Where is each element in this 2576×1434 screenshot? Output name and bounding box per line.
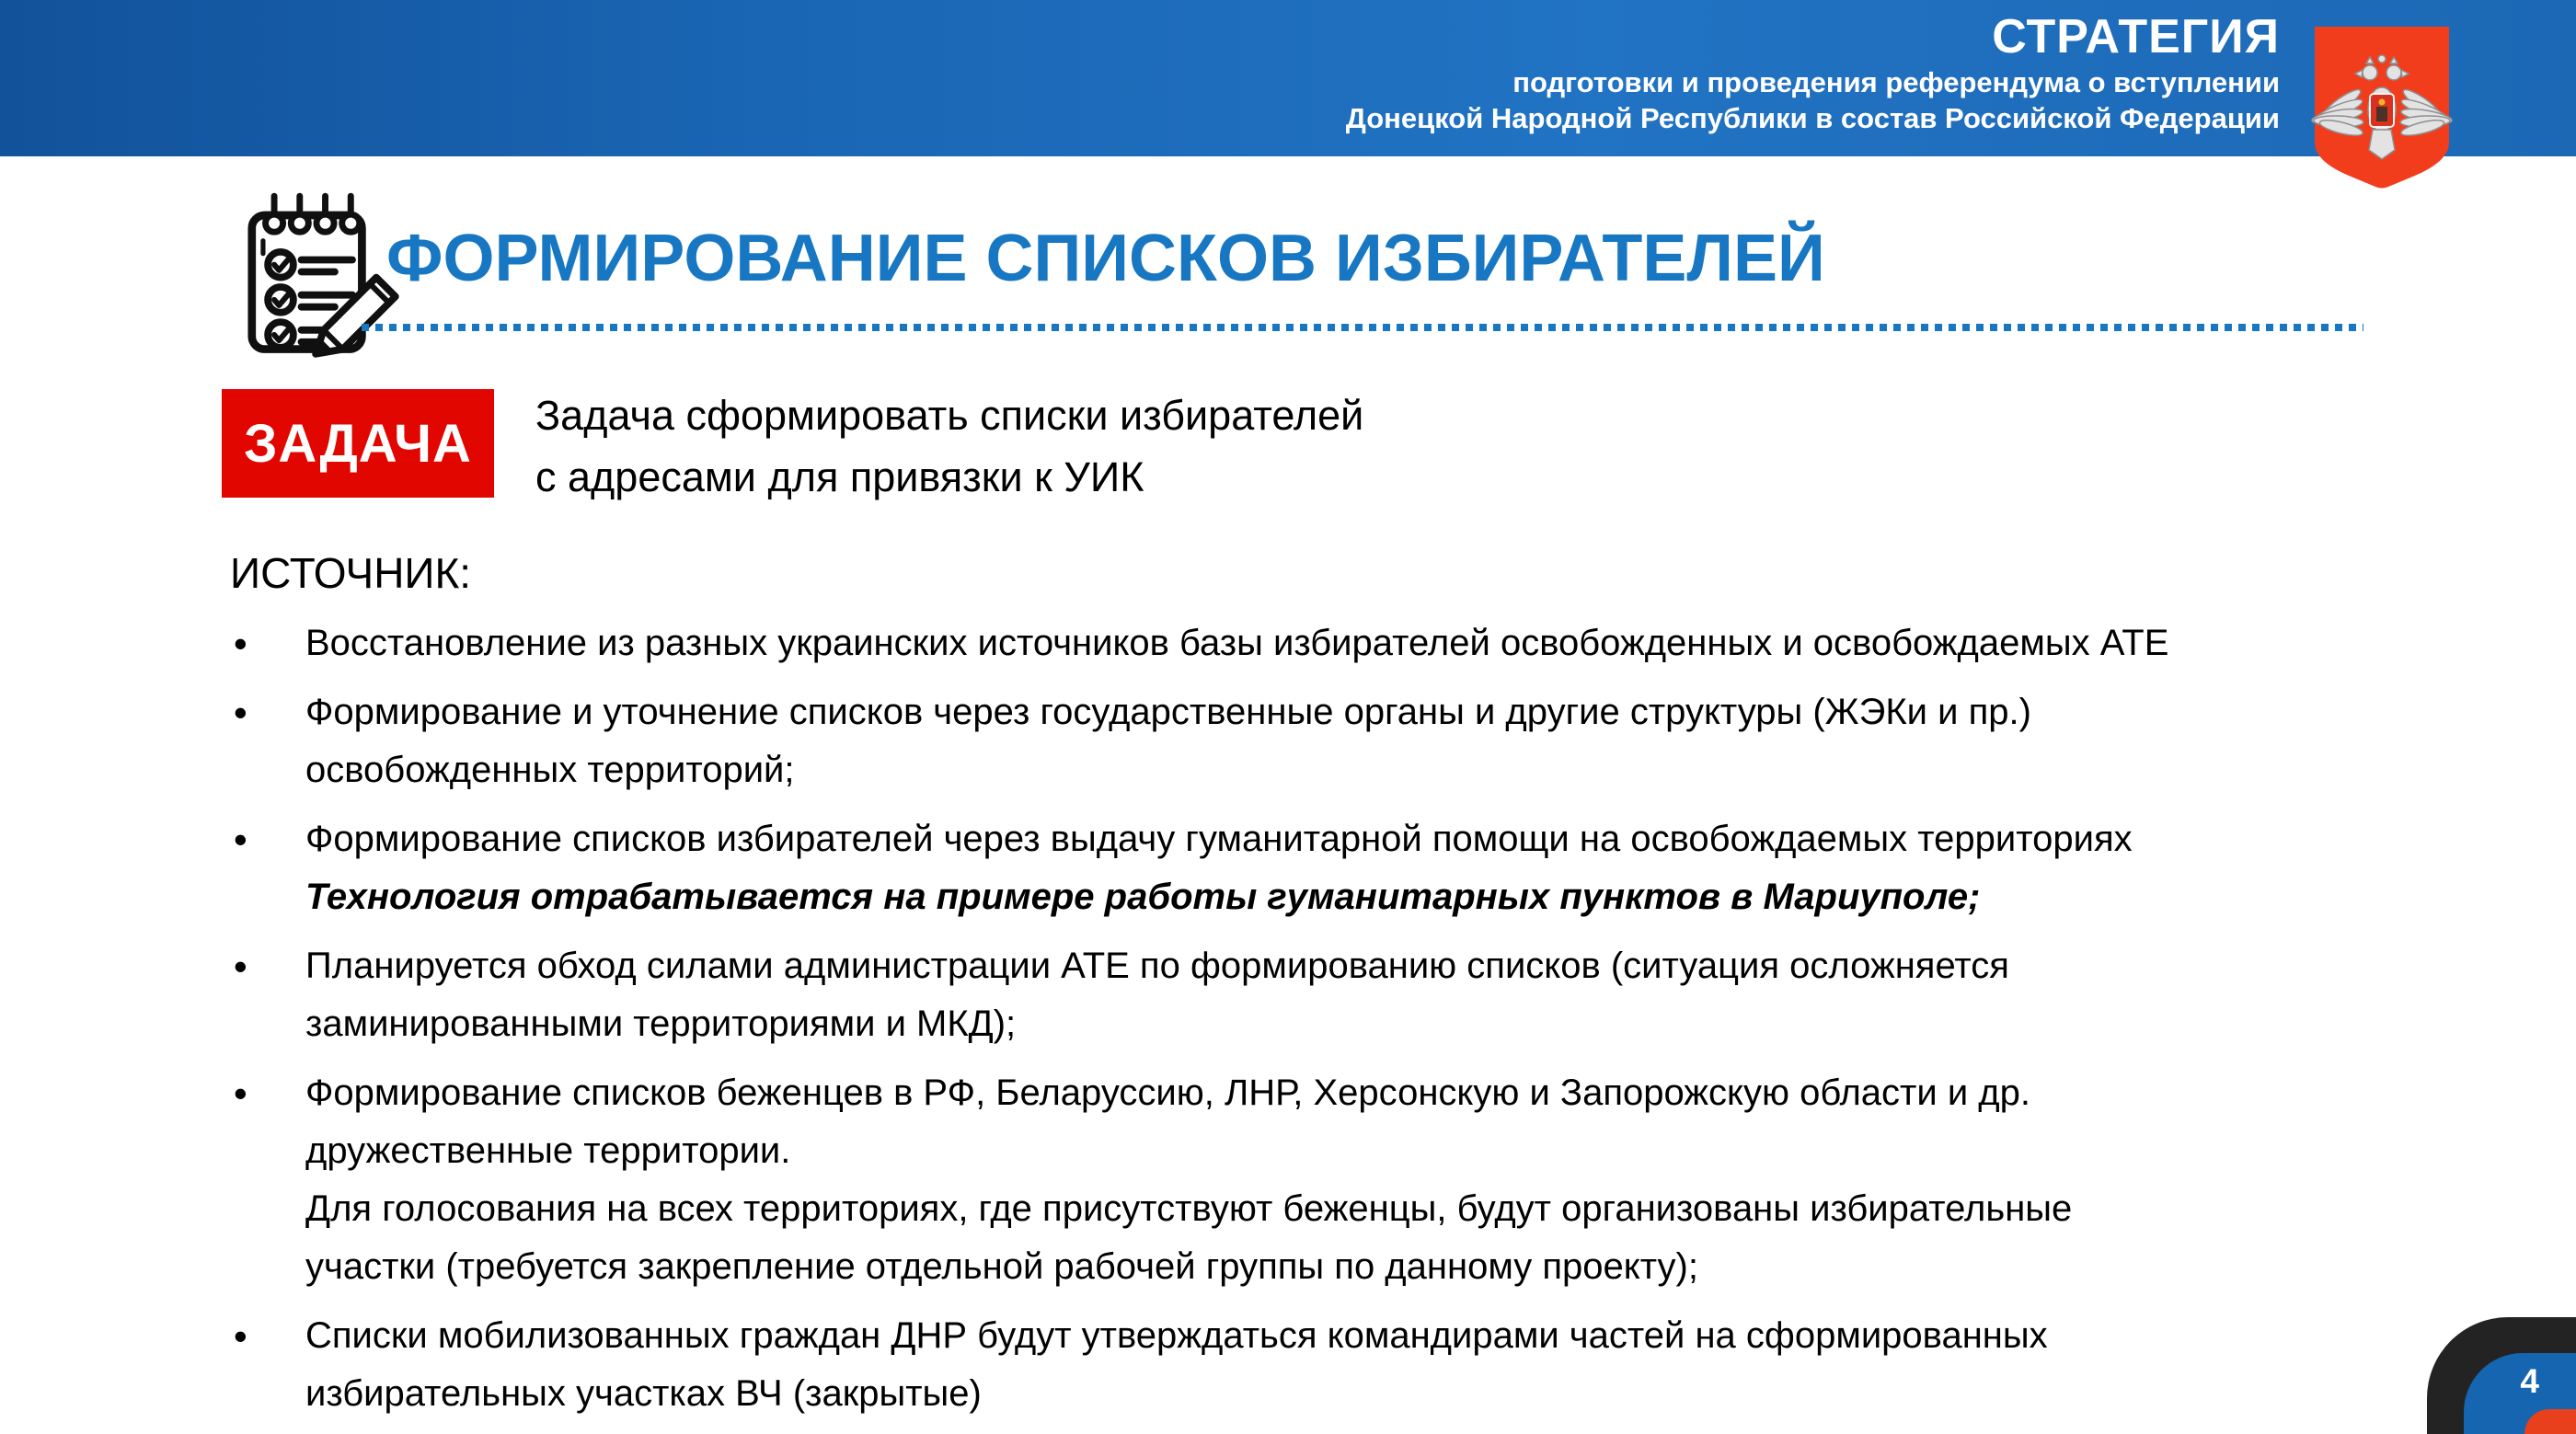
corner-decoration bbox=[2392, 1287, 2576, 1434]
bullet-line: Списки мобилизованных граждан ДНР будут утверждаться командирами частей на сформированных bbox=[305, 1315, 2048, 1356]
bullet-line: избирательных участках ВЧ (закрытые) bbox=[305, 1373, 982, 1414]
page-title: ФОРМИРОВАНИЕ СПИСКОВ ИЗБИРАТЕЛЕЙ bbox=[386, 222, 1825, 295]
bullet-marker: • bbox=[234, 1072, 247, 1115]
list-item bbox=[234, 1307, 2460, 1423]
source-bullet-list bbox=[234, 614, 2460, 1434]
bullet-text bbox=[305, 1064, 2460, 1296]
bullet-line: Формирование списков беженцев в РФ, Беларуссию, ЛНР, Херсонскую и Запорожскую области и др. bbox=[305, 1073, 2030, 1113]
header-bar bbox=[0, 0, 2576, 156]
bullet-text bbox=[305, 683, 2460, 799]
bullet-line: Планируется обход силами администрации АТЕ по формированию списков (ситуация осложняется bbox=[305, 946, 2009, 986]
bullet-text bbox=[305, 614, 2460, 672]
dnr-coat-of-arms-icon bbox=[2311, 24, 2453, 201]
header-text-block bbox=[1346, 9, 2280, 136]
bullet-line: заминированными территориями и МКД); bbox=[305, 1004, 1017, 1044]
bullet-line: Формирование и уточнение списков через государственные органы и другие структуры (ЖЭКи и пр.) bbox=[305, 692, 2031, 732]
list-item bbox=[234, 1064, 2460, 1296]
bullet-text bbox=[305, 937, 2460, 1053]
list-item bbox=[234, 937, 2460, 1053]
bullet-text bbox=[305, 1307, 2460, 1423]
source-label: ИСТОЧНИК: bbox=[230, 549, 472, 597]
bullet-marker: • bbox=[234, 622, 247, 665]
list-item bbox=[234, 614, 2460, 672]
bullet-line-emphasis: Технология отрабатывается на примере работы гуманитарных пунктов в Мариуполе; bbox=[305, 877, 1981, 917]
bullet-marker: • bbox=[234, 818, 247, 861]
bullet-line: освобожденных территорий; bbox=[305, 750, 795, 790]
task-badge: ЗАДАЧА bbox=[222, 389, 494, 498]
list-item bbox=[234, 810, 2460, 926]
bullet-marker: • bbox=[234, 1314, 247, 1358]
bullet-line: дружественные территории. bbox=[305, 1130, 791, 1171]
dotted-divider bbox=[362, 324, 2363, 331]
bullet-marker: • bbox=[234, 945, 247, 988]
header-subtitle-line2: Донецкой Народной Республики в состав Российской Федерации bbox=[1345, 102, 2280, 134]
header-subtitle-line1: подготовки и проведения референдума о вступлении bbox=[1512, 66, 2280, 98]
task-line-1: Задача сформировать списки избирателей bbox=[535, 392, 1364, 439]
list-item bbox=[234, 683, 2460, 799]
bullet-line: Формирование списков избирателей через выдачу гуманитарной помощи на освобождаемых территориях bbox=[305, 819, 2133, 859]
bullet-line: участки (требуется закрепление отдельной рабочей группы по данному проекту); bbox=[305, 1246, 1698, 1287]
task-description bbox=[535, 384, 1363, 508]
bullet-marker: • bbox=[234, 691, 247, 734]
bullet-text bbox=[305, 810, 2460, 926]
checklist-notepad-with-pencil-icon bbox=[219, 191, 414, 359]
bullet-line: Восстановление из разных украинских источников базы избирателей освобожденных и освобождаемых АТЕ bbox=[305, 623, 2169, 663]
task-line-2: с адресами для привязки к УИК bbox=[535, 453, 1144, 500]
page-number: 4 bbox=[2520, 1362, 2539, 1400]
bullet-line: Для голосования на всех территориях, где присутствуют беженцы, будут организованы избирательные bbox=[305, 1188, 2073, 1229]
header-title: СТРАТЕГИЯ bbox=[1992, 10, 2280, 63]
